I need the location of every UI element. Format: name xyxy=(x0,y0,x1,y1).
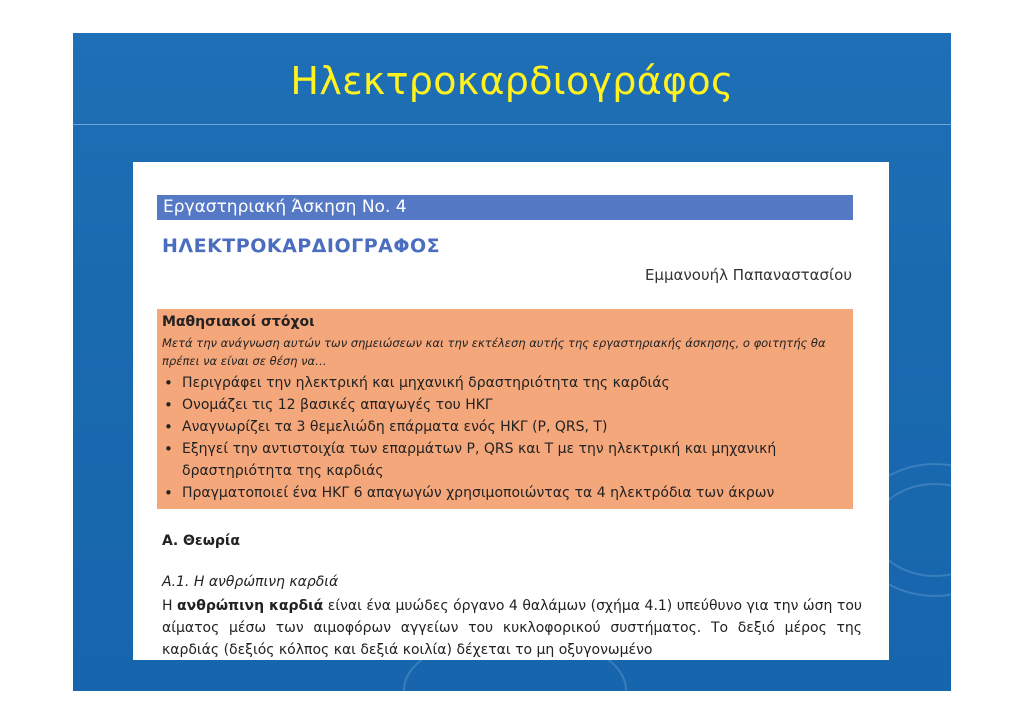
objective-item: • Περιγράφει την ηλεκτρική και μηχανική δραστηριότητα της καρδιάς xyxy=(162,372,850,394)
slide-title: Ηλεκτροκαρδιογράφος xyxy=(290,59,734,103)
objective-item: • Αναγνωρίζει τα 3 θεμελιώδη επάρματα ενός ΗΚΓ (P, QRS, T) xyxy=(162,416,850,438)
section-heading: Α. Θεωρία xyxy=(162,533,240,549)
body-bold-term: ανθρώπινη καρδιά xyxy=(177,598,324,614)
document-heading: ΗΛΕΚΤΡΟΚΑΡΔΙΟΓΡΑΦΟΣ xyxy=(162,235,441,257)
body-rest: είναι ένα μυώδες όργανο 4 θαλάμων (σχήμα 4.1) υπεύθυνο για την ώση του αίματος μέσω των αιμοφόρων αγγείων του κυκλοφορικού συστήματος. Το δεξιό μέρος της καρδιάς (δεξιός κόλπος και δεξιά κοιλία) δέχεται το μη οξυγονωμένο xyxy=(162,598,862,658)
lab-exercise-bar: Εργαστηριακή Άσκηση Νο. 4 xyxy=(157,195,853,220)
objective-item: • Εξηγεί την αντιστοιχία των επαρμάτων P, QRS και T με την ηλεκτρική και μηχανική δραστηριότητα της καρδιάς xyxy=(162,438,850,482)
document-excerpt xyxy=(133,162,889,660)
objectives-list xyxy=(162,372,850,504)
objective-item: • Πραγματοποιεί ένα ΗΚΓ 6 απαγωγών χρησιμοποιώντας τα 4 ηλεκτρόδια των άκρων xyxy=(162,482,850,504)
body-prefix: Η xyxy=(162,598,178,614)
objective-item: • Ονομάζει τις 12 βασικές απαγωγές του ΗΚΓ xyxy=(162,394,850,416)
subsection-heading: Α.1. Η ανθρώπινη καρδιά xyxy=(162,574,339,590)
objectives-title: Μαθησιακοί στόχοι xyxy=(162,314,315,330)
learning-objectives-box xyxy=(157,309,853,509)
title-divider xyxy=(73,124,951,125)
objectives-intro: Μετά την ανάγνωση αυτών των σημειώσεων και την εκτέλεση αυτής της εργαστηριακής άσκησης, ο φοιτητής θα πρέπει να είναι σε θέση να… xyxy=(162,336,826,368)
author-name: Εμμανουήλ Παπαναστασίου xyxy=(644,266,852,284)
body-paragraph xyxy=(162,595,862,660)
